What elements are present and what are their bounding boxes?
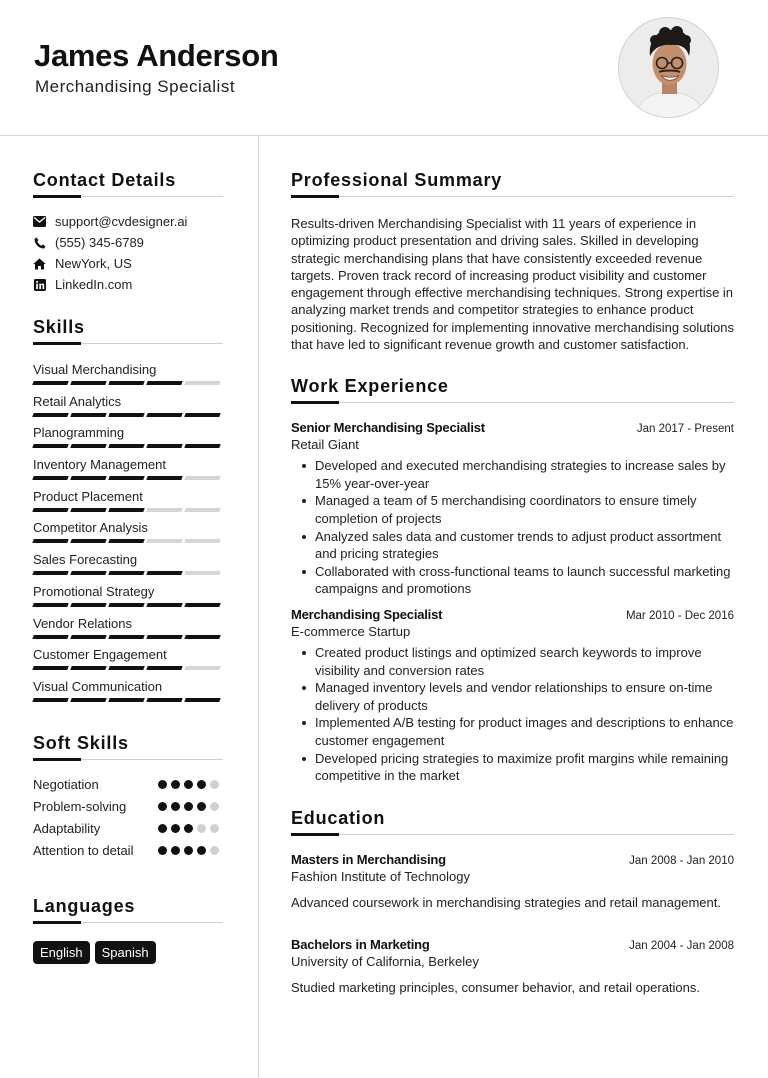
right-column <box>291 136 734 995</box>
home-icon <box>33 257 46 270</box>
summary-heading: Professional Summary <box>291 170 734 197</box>
envelope-icon <box>33 215 46 228</box>
skill-level-segment <box>70 603 106 607</box>
skill-level-segment <box>108 444 144 448</box>
column-divider <box>258 136 259 1078</box>
skill-level-segment <box>70 381 106 385</box>
contact-location-text: NewYork, US <box>55 256 132 271</box>
skill-name: Inventory Management <box>33 457 166 473</box>
skill-level-segment <box>108 666 144 670</box>
contact-phone-text: (555) 345-6789 <box>55 235 144 250</box>
education-description: Advanced coursework in merchandising strategies and retail management. <box>291 895 721 911</box>
skills-section <box>33 317 223 709</box>
skill-level-segment <box>108 539 144 543</box>
soft-skill-name: Adaptability <box>33 820 101 836</box>
skill-level-segment <box>70 508 106 512</box>
skill-level-segment <box>32 381 68 385</box>
skill-level-segment <box>184 666 220 670</box>
skill-level-segment <box>32 508 68 512</box>
skill-level-segment <box>146 413 182 417</box>
experience-section <box>291 376 734 784</box>
soft-skill-level-dots <box>158 780 219 789</box>
skill-item <box>33 550 223 582</box>
education-date: Jan 2004 - Jan 2008 <box>629 940 734 953</box>
job-bullet: Collaborated with cross-functional teams to launch successful marketing campaigns and promotions <box>301 563 734 598</box>
soft-skill-level-dot <box>158 780 167 789</box>
skill-name: Competitor Analysis <box>33 520 148 536</box>
skill-level-bars <box>33 635 223 639</box>
skill-level-segment <box>70 539 106 543</box>
skill-level-segment <box>70 698 106 702</box>
left-column <box>33 136 223 964</box>
summary-text: Results-driven Merchandising Specialist with 11 years of experience in optimizing product presentation and driving sales. Skilled in developing strategic merchandising plans that have consistently exceeded revenue targets. Proven track record of increasing product visibility and customer engagement through effective merchandising techniques. Strong expertise in analyzing market trends and competitor strategies to enhance product positioning. Recognized for implementing innovative merchandising solutions that have led to significant revenue growth and customer satisfaction. <box>291 216 734 353</box>
skill-level-segment <box>184 539 220 543</box>
skill-level-segment <box>70 635 106 639</box>
skill-level-segment <box>146 539 182 543</box>
skill-name: Planogramming <box>33 425 125 441</box>
skill-level-segment <box>146 508 182 512</box>
skill-level-bars <box>33 444 223 448</box>
soft-skill-level-dot <box>197 802 206 811</box>
soft-skill-name: Problem-solving <box>33 798 127 814</box>
skill-level-segment <box>184 444 220 448</box>
soft-skills-heading: Soft Skills <box>33 733 223 760</box>
job-bullet: Implemented A/B testing for product images and descriptions to enhance customer engagement <box>301 714 734 749</box>
soft-skill-item <box>33 842 223 864</box>
linkedin-icon <box>33 278 46 291</box>
school-name: University of California, Berkeley <box>291 954 479 970</box>
language-badge: English <box>33 941 90 964</box>
skill-level-segment <box>184 413 220 417</box>
contact-section <box>33 170 223 295</box>
skill-level-segment <box>108 413 144 417</box>
skill-level-segment <box>184 476 220 480</box>
soft-skill-level-dot <box>210 824 219 833</box>
skill-level-segment <box>146 603 182 607</box>
skill-item <box>33 614 223 646</box>
soft-skill-level-dots <box>158 802 219 811</box>
job-bullets <box>291 644 734 784</box>
skill-item <box>33 455 223 487</box>
phone-icon <box>33 236 46 249</box>
contact-phone[interactable] <box>33 232 223 253</box>
skill-level-segment <box>108 476 144 480</box>
skill-level-bars <box>33 698 223 702</box>
job-title: Senior Merchandising Specialist <box>291 420 485 436</box>
soft-skill-level-dot <box>197 846 206 855</box>
soft-skill-level-dots <box>158 846 219 855</box>
languages-heading: Languages <box>33 896 223 923</box>
skill-level-bars <box>33 476 223 480</box>
skill-level-segment <box>184 635 220 639</box>
skill-level-segment <box>184 571 220 575</box>
job-bullet: Managed a team of 5 merchandising coordinators to ensure timely completion of projects <box>301 492 734 527</box>
skill-level-bars <box>33 381 223 385</box>
contact-list <box>33 211 223 295</box>
skill-item <box>33 392 223 424</box>
education-section <box>291 808 734 995</box>
skill-level-segment <box>108 698 144 702</box>
resume-header <box>0 0 768 136</box>
languages-section <box>33 896 223 964</box>
soft-skill-level-dot <box>158 846 167 855</box>
contact-linkedin[interactable] <box>33 274 223 295</box>
skill-level-segment <box>32 698 68 702</box>
contact-email-text: support@cvdesigner.ai <box>55 214 188 229</box>
soft-skill-level-dot <box>184 824 193 833</box>
skill-level-segment <box>184 603 220 607</box>
soft-skills-section <box>33 733 223 864</box>
candidate-name: James Anderson <box>34 38 279 73</box>
soft-skill-level-dot <box>210 780 219 789</box>
education-heading: Education <box>291 808 734 835</box>
soft-skill-name: Negotiation <box>33 776 99 792</box>
soft-skill-level-dot <box>184 780 193 789</box>
skill-item <box>33 360 223 392</box>
skill-level-segment <box>32 666 68 670</box>
contact-location <box>33 253 223 274</box>
skill-item <box>33 487 223 519</box>
skill-name: Promotional Strategy <box>33 583 155 599</box>
job-company: E-commerce Startup <box>291 624 411 640</box>
soft-skill-level-dots <box>158 824 219 833</box>
soft-skill-level-dot <box>197 824 206 833</box>
job-bullet: Analyzed sales data and customer trends to adjust product assortment and pricing strategies <box>301 528 734 563</box>
soft-skill-level-dot <box>158 802 167 811</box>
soft-skill-level-dot <box>171 802 180 811</box>
job-title: Merchandising Specialist <box>291 607 443 623</box>
education-entry <box>291 852 734 910</box>
school-name: Fashion Institute of Technology <box>291 869 470 885</box>
skill-level-segment <box>32 571 68 575</box>
skill-level-segment <box>146 444 182 448</box>
skills-list <box>33 360 223 709</box>
profile-photo <box>618 17 719 118</box>
skill-name: Product Placement <box>33 488 143 504</box>
contact-linkedin-text: LinkedIn.com <box>55 277 133 292</box>
skill-level-segment <box>146 571 182 575</box>
summary-section <box>291 170 734 353</box>
soft-skills-list <box>33 776 223 864</box>
soft-skill-item <box>33 798 223 820</box>
skill-item <box>33 645 223 677</box>
skill-level-segment <box>184 381 220 385</box>
job-bullet: Created product listings and optimized search keywords to improve visibility and conversion rates <box>301 644 734 679</box>
skill-level-bars <box>33 571 223 575</box>
skill-level-bars <box>33 508 223 512</box>
candidate-title: Merchandising Specialist <box>35 77 236 96</box>
soft-skill-level-dot <box>184 802 193 811</box>
language-badge: Spanish <box>95 941 156 964</box>
job-entry <box>291 420 734 597</box>
soft-skill-level-dot <box>197 780 206 789</box>
experience-heading: Work Experience <box>291 376 734 403</box>
skill-level-segment <box>146 381 182 385</box>
skill-level-bars <box>33 603 223 607</box>
job-bullet: Managed inventory levels and vendor relationships to ensure on-time delivery of products <box>301 679 734 714</box>
skill-level-segment <box>70 476 106 480</box>
education-entry <box>291 937 734 995</box>
degree-title: Bachelors in Marketing <box>291 937 430 953</box>
skill-level-bars <box>33 413 223 417</box>
skill-item <box>33 518 223 550</box>
skill-level-segment <box>108 508 144 512</box>
skill-level-segment <box>70 666 106 670</box>
contact-email[interactable] <box>33 211 223 232</box>
soft-skill-level-dot <box>210 846 219 855</box>
skill-name: Customer Engagement <box>33 647 167 663</box>
skill-level-bars <box>33 666 223 670</box>
skill-item <box>33 677 223 709</box>
skill-level-segment <box>32 444 68 448</box>
skill-level-segment <box>184 508 220 512</box>
skill-level-segment <box>32 539 68 543</box>
skill-level-segment <box>108 381 144 385</box>
skill-level-segment <box>108 603 144 607</box>
skill-item <box>33 582 223 614</box>
job-bullet: Developed pricing strategies to maximize profit margins while remaining competitive in the market <box>301 750 734 785</box>
education-date: Jan 2008 - Jan 2010 <box>629 855 734 868</box>
soft-skill-name: Attention to detail <box>33 842 134 858</box>
skill-name: Vendor Relations <box>33 615 133 631</box>
soft-skill-level-dot <box>171 780 180 789</box>
skill-level-segment <box>146 698 182 702</box>
soft-skill-level-dot <box>158 824 167 833</box>
contact-heading: Contact Details <box>33 170 223 197</box>
soft-skill-level-dot <box>210 802 219 811</box>
soft-skill-level-dot <box>171 824 180 833</box>
skill-name: Retail Analytics <box>33 393 122 409</box>
skill-level-segment <box>146 476 182 480</box>
education-description: Studied marketing principles, consumer behavior, and retail operations. <box>291 980 701 996</box>
skill-level-segment <box>32 603 68 607</box>
skill-level-segment <box>32 413 68 417</box>
skill-level-segment <box>108 635 144 639</box>
skill-name: Sales Forecasting <box>33 552 138 568</box>
soft-skill-level-dot <box>184 846 193 855</box>
skill-level-segment <box>70 571 106 575</box>
skill-level-segment <box>184 698 220 702</box>
job-date: Mar 2010 - Dec 2016 <box>625 610 734 623</box>
skill-level-segment <box>146 635 182 639</box>
soft-skill-item <box>33 820 223 842</box>
skill-level-segment <box>70 413 106 417</box>
skill-name: Visual Merchandising <box>33 362 157 377</box>
skill-item <box>33 423 223 455</box>
soft-skill-item <box>33 776 223 798</box>
skill-level-segment <box>32 635 68 639</box>
skill-level-segment <box>146 666 182 670</box>
skill-name: Visual Communication <box>33 678 163 694</box>
job-bullet: Developed and executed merchandising strategies to increase sales by 15% year-over-year <box>301 457 734 492</box>
degree-title: Masters in Merchandising <box>291 852 446 868</box>
job-date: Jan 2017 - Present <box>636 423 734 436</box>
languages-list <box>33 941 223 964</box>
skill-level-segment <box>32 476 68 480</box>
skill-level-segment <box>108 571 144 575</box>
soft-skill-level-dot <box>171 846 180 855</box>
job-entry <box>291 607 734 784</box>
skills-heading: Skills <box>33 317 223 344</box>
skill-level-segment <box>70 444 106 448</box>
job-bullets <box>291 457 734 597</box>
skill-level-bars <box>33 539 223 543</box>
job-company: Retail Giant <box>291 437 359 453</box>
